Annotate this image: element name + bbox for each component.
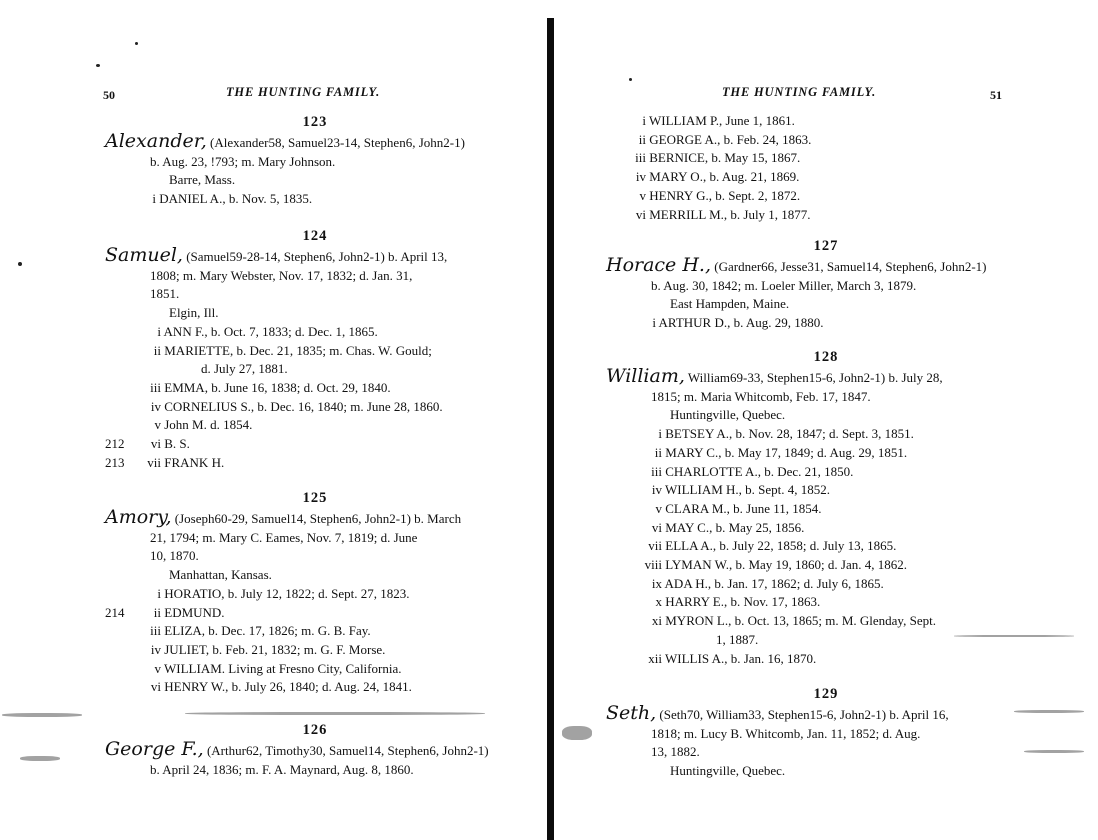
child-text: EMMA, b. June 16, 1838; d. Oct. 29, 1840. bbox=[164, 379, 391, 395]
child-text: EDMUND. bbox=[164, 604, 225, 620]
child-roman: v bbox=[154, 417, 161, 433]
child-line bbox=[105, 604, 525, 623]
lineage: (Seth70, William33, Stephen15-6, John2-1) b. April 16, bbox=[659, 707, 949, 722]
entry-detail-line: b. Aug. 30, 1842; m. Loeler Miller, March 3, 1879. bbox=[651, 277, 917, 293]
child-roman: v bbox=[154, 660, 161, 676]
child-roman: iii bbox=[635, 150, 646, 166]
child-text: WILLIAM. Living at Fresno City, California. bbox=[164, 660, 402, 676]
entry-place: Barre, Mass. bbox=[169, 172, 236, 188]
entry-127 bbox=[606, 236, 1046, 333]
child-roman: iv bbox=[150, 641, 161, 657]
lineage: (Samuel59-28-14, Stephen6, John2-1) b. April 13, bbox=[186, 249, 448, 264]
child-line bbox=[606, 612, 1046, 631]
child-roman: iii bbox=[150, 623, 161, 639]
child-line bbox=[606, 131, 1046, 150]
child-line bbox=[606, 593, 1046, 612]
entry-129 bbox=[606, 684, 1046, 781]
child-ref-number: 212 bbox=[105, 436, 125, 452]
entry-detail-line: 13, 1882. bbox=[651, 744, 700, 760]
child-roman: iii bbox=[150, 379, 161, 395]
entry-place: Huntingville, Quebec. bbox=[670, 763, 786, 779]
scan-speck bbox=[135, 42, 138, 45]
child-roman: viii bbox=[644, 557, 662, 573]
child-line bbox=[606, 556, 1046, 575]
child-line bbox=[105, 678, 525, 697]
child-text: MERRILL M., b. July 1, 1877. bbox=[649, 206, 811, 222]
child-roman: ii bbox=[153, 342, 161, 358]
entry-place: East Hampden, Maine. bbox=[670, 296, 790, 312]
person-name: William, bbox=[606, 365, 685, 387]
child-text: B. S. bbox=[164, 436, 190, 452]
person-name: Amory, bbox=[105, 506, 172, 528]
child-line bbox=[606, 575, 1046, 594]
child-roman: i bbox=[652, 315, 656, 331]
entry-heading bbox=[606, 367, 1046, 388]
child-text: ELLA A., b. July 22, 1858; d. July 13, 1865. bbox=[665, 538, 897, 554]
entry-detail-line: 10, 1870. bbox=[150, 548, 199, 564]
person-name: Samuel, bbox=[105, 244, 183, 266]
child-text: ADA H., b. Jan. 17, 1862; d. July 6, 1865. bbox=[664, 575, 884, 591]
child-line bbox=[105, 323, 525, 342]
child-line bbox=[105, 660, 525, 679]
entry-place: Huntingville, Quebec. bbox=[670, 407, 786, 423]
right-page bbox=[554, 0, 1098, 840]
child-text: WILLIS A., b. Jan. 16, 1870. bbox=[665, 650, 817, 666]
child-roman: i bbox=[157, 585, 161, 601]
child-text: BERNICE, b. May 15, 1867. bbox=[649, 150, 801, 166]
page-number: 50 bbox=[103, 88, 115, 102]
child-text: CORNELIUS S., b. Dec. 16, 1840; m. June 28, 1860. bbox=[164, 398, 443, 414]
lineage: (Joseph60-29, Samuel14, Stephen6, John2-1) b. March bbox=[174, 511, 462, 526]
person-name: Horace H., bbox=[606, 254, 711, 276]
child-line bbox=[105, 190, 525, 209]
lineage: William69-33, Stephen15-6, John2-1) b. July 28, bbox=[687, 370, 943, 385]
person-name: Seth, bbox=[606, 702, 657, 724]
child-continuation: d. July 27, 1881. bbox=[201, 361, 288, 377]
entry-heading bbox=[606, 256, 1046, 277]
entry-detail-line: 1815; m. Maria Whitcomb, Feb. 17, 1847. bbox=[651, 388, 871, 404]
lineage: (Gardner66, Jesse31, Samuel14, Stephen6, John2-1) bbox=[714, 259, 987, 274]
child-text: MARY O., b. Aug. 21, 1869. bbox=[649, 169, 800, 185]
child-line bbox=[606, 314, 1046, 333]
child-list-126-continued bbox=[606, 112, 1046, 224]
entry-128 bbox=[606, 347, 1046, 668]
entry-place: Manhattan, Kansas. bbox=[169, 567, 272, 583]
child-line bbox=[105, 641, 525, 660]
child-text: MARIETTE, b. Dec. 21, 1835; m. Chas. W. Gould; bbox=[164, 342, 432, 358]
entry-number: 126 bbox=[302, 722, 328, 738]
entry-number: 123 bbox=[302, 114, 328, 130]
entry-124 bbox=[105, 226, 525, 472]
entry-126 bbox=[105, 720, 525, 779]
child-roman: ii bbox=[153, 604, 161, 620]
entry-number: 129 bbox=[813, 686, 839, 702]
child-text: GEORGE A., b. Feb. 24, 1863. bbox=[649, 131, 812, 147]
child-text: MARY C., b. May 17, 1849; d. Aug. 29, 1851. bbox=[665, 444, 908, 460]
child-line bbox=[606, 425, 1046, 444]
scan-speck bbox=[18, 262, 22, 266]
book-gutter bbox=[547, 18, 554, 840]
scan-smudge bbox=[954, 635, 1074, 637]
left-page bbox=[0, 0, 547, 840]
entry-detail-line: 21, 1794; m. Mary C. Eames, Nov. 7, 1819; d. June bbox=[150, 529, 418, 545]
child-roman: ix bbox=[651, 575, 662, 591]
child-roman: xi bbox=[651, 613, 662, 629]
child-line bbox=[105, 342, 525, 361]
entry-number: 127 bbox=[813, 238, 839, 254]
entry-heading bbox=[105, 508, 525, 529]
entry-number: 128 bbox=[813, 349, 839, 365]
child-roman: vi bbox=[150, 679, 161, 695]
child-line bbox=[606, 519, 1046, 538]
running-head: THE HUNTING FAMILY. bbox=[226, 85, 380, 99]
scan-smudge bbox=[1014, 710, 1084, 713]
scan-smudge bbox=[2, 713, 82, 717]
child-roman: i bbox=[658, 426, 662, 442]
child-line bbox=[105, 585, 525, 604]
child-text: ANN F., b. Oct. 7, 1833; d. Dec. 1, 1865. bbox=[163, 323, 378, 339]
child-line bbox=[105, 454, 525, 473]
child-ref-number: 214 bbox=[105, 604, 125, 620]
child-line bbox=[105, 398, 525, 417]
child-roman: i bbox=[152, 191, 156, 207]
entry-detail-line: b. Aug. 23, !793; m. Mary Johnson. bbox=[150, 153, 336, 169]
scan-smudge bbox=[1024, 750, 1084, 753]
child-text: CHARLOTTE A., b. Dec. 21, 1850. bbox=[665, 463, 854, 479]
child-roman: vii bbox=[147, 454, 161, 470]
scan-speck bbox=[629, 78, 632, 81]
child-roman: xii bbox=[648, 650, 662, 666]
child-line bbox=[606, 206, 1046, 225]
child-line bbox=[606, 650, 1046, 669]
child-text: HARRY E., b. Nov. 17, 1863. bbox=[665, 594, 821, 610]
child-text: HENRY W., b. July 26, 1840; d. Aug. 24, 1841. bbox=[164, 679, 412, 695]
child-line bbox=[105, 435, 525, 454]
child-continuation: 1, 1887. bbox=[716, 631, 759, 647]
child-text: DANIEL A., b. Nov. 5, 1835. bbox=[159, 191, 313, 207]
child-text: ELIZA, b. Dec. 17, 1826; m. G. B. Fay. bbox=[164, 623, 371, 639]
entry-heading bbox=[606, 704, 1046, 725]
child-text: John M. d. 1854. bbox=[164, 417, 253, 433]
child-text: BETSEY A., b. Nov. 28, 1847; d. Sept. 3, 1851. bbox=[665, 426, 914, 442]
child-line bbox=[606, 463, 1046, 482]
child-text: CLARA M., b. June 11, 1854. bbox=[665, 500, 822, 516]
child-roman: v bbox=[639, 187, 646, 203]
child-line bbox=[105, 416, 525, 435]
scan-smudge bbox=[20, 756, 60, 761]
child-roman: iv bbox=[635, 169, 646, 185]
child-line bbox=[606, 537, 1046, 556]
child-text: MYRON L., b. Oct. 13, 1865; m. M. Glenday, Sept. bbox=[665, 613, 936, 629]
child-text: FRANK H. bbox=[164, 454, 225, 470]
child-roman: vii bbox=[648, 538, 662, 554]
entry-number: 124 bbox=[302, 228, 328, 244]
child-text: WILLIAM P., June 1, 1861. bbox=[649, 113, 795, 128]
child-roman: ii bbox=[654, 444, 662, 460]
entry-detail-line: 1818; m. Lucy B. Whitcomb, Jan. 11, 1852; d. Aug. bbox=[651, 725, 921, 741]
child-ref-number: 213 bbox=[105, 454, 125, 470]
person-name: Alexander, bbox=[105, 130, 207, 152]
child-text: MAY C., b. May 25, 1856. bbox=[665, 519, 805, 535]
child-roman: vi bbox=[635, 206, 646, 222]
child-roman: i bbox=[642, 113, 646, 128]
child-line bbox=[606, 500, 1046, 519]
child-roman: vi bbox=[150, 436, 161, 452]
ink-blot bbox=[562, 726, 592, 740]
entry-place: Elgin, Ill. bbox=[169, 305, 219, 321]
child-roman: iii bbox=[651, 463, 662, 479]
child-text: WILLIAM H., b. Sept. 4, 1852. bbox=[665, 482, 831, 498]
entry-detail-line: 1808; m. Mary Webster, Nov. 17, 1832; d. Jan. 31, bbox=[150, 267, 413, 283]
scan-smudge bbox=[185, 712, 485, 715]
entry-detail-line: 1851. bbox=[150, 286, 180, 302]
child-line bbox=[606, 112, 1046, 131]
child-roman: ii bbox=[638, 131, 646, 147]
child-text: JULIET, b. Feb. 21, 1832; m. G. F. Morse. bbox=[164, 641, 386, 657]
lineage: (Arthur62, Timothy30, Samuel14, Stephen6, John2-1) bbox=[206, 743, 489, 758]
entry-detail-line: b. April 24, 1836; m. F. A. Maynard, Aug. 8, 1860. bbox=[150, 761, 414, 777]
entry-123 bbox=[105, 112, 525, 209]
child-roman: iv bbox=[150, 398, 161, 414]
child-text: LYMAN W., b. May 19, 1860; d. Jan. 4, 1862. bbox=[665, 557, 907, 573]
entry-heading bbox=[105, 246, 525, 267]
child-line bbox=[606, 149, 1046, 168]
page-number: 51 bbox=[990, 88, 1002, 102]
child-line bbox=[105, 622, 525, 641]
child-line bbox=[606, 444, 1046, 463]
child-line bbox=[105, 379, 525, 398]
lineage: (Alexander58, Samuel23-14, Stephen6, John2-1) bbox=[210, 135, 465, 150]
child-text: ARTHUR D., b. Aug. 29, 1880. bbox=[658, 315, 824, 331]
entry-number: 125 bbox=[302, 490, 328, 506]
scan-speck bbox=[96, 64, 100, 67]
child-roman: x bbox=[655, 594, 662, 610]
child-line bbox=[606, 481, 1046, 500]
child-text: HENRY G., b. Sept. 2, 1872. bbox=[649, 187, 801, 203]
child-line bbox=[606, 187, 1046, 206]
person-name: George F., bbox=[105, 738, 204, 760]
child-roman: i bbox=[157, 323, 161, 339]
child-roman: iv bbox=[651, 482, 662, 498]
entry-heading bbox=[105, 740, 525, 761]
child-line bbox=[606, 168, 1046, 187]
running-head: THE HUNTING FAMILY. bbox=[722, 85, 876, 99]
entry-heading bbox=[105, 132, 525, 153]
child-text: HORATIO, b. July 12, 1822; d. Sept. 27, 1823. bbox=[164, 585, 410, 601]
entry-125 bbox=[105, 488, 525, 697]
child-roman: vi bbox=[651, 519, 662, 535]
child-roman: v bbox=[655, 500, 662, 516]
